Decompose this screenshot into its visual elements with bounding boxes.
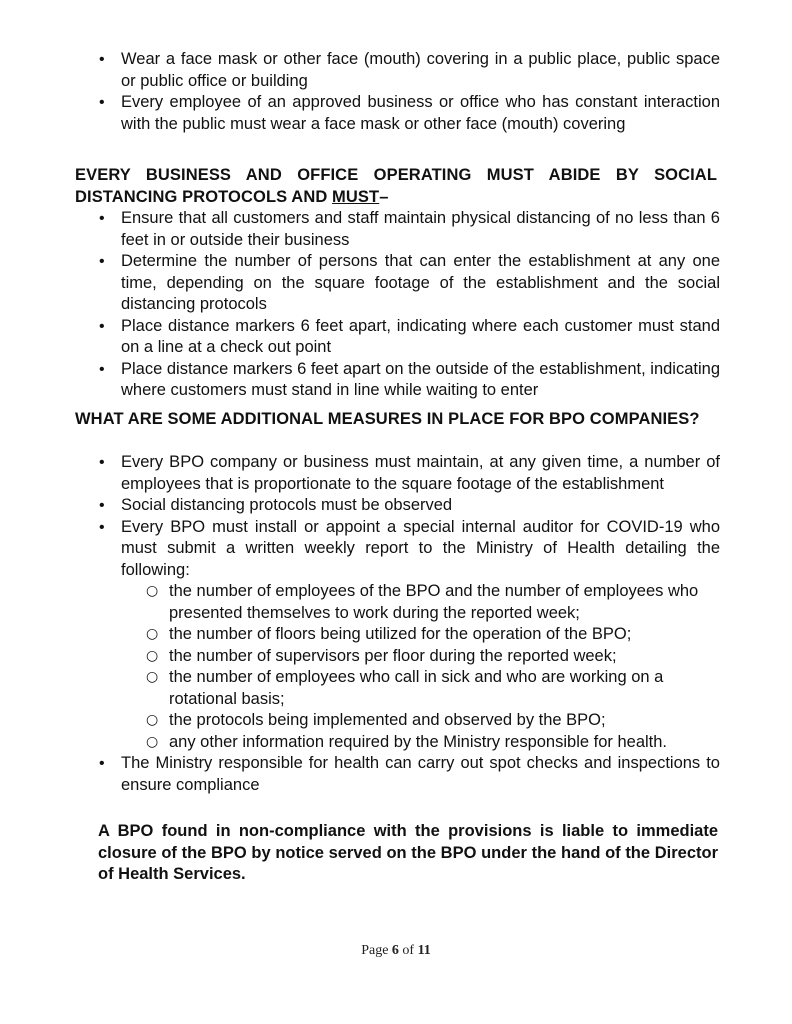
sub-list-item: ○ the protocols being implemented and observed by the BPO; bbox=[121, 710, 720, 732]
bullet-icon: • bbox=[99, 755, 105, 772]
circle-bullet-icon: ○ bbox=[146, 583, 159, 599]
bullet-icon: • bbox=[99, 454, 105, 471]
bullet-icon: • bbox=[99, 497, 105, 514]
list-item: • The Ministry responsible for health can carry out spot checks and inspections to ensure compliance bbox=[99, 754, 720, 794]
sub-list-item: ○ the number of supervisors per floor during the reported week; bbox=[121, 646, 720, 668]
bullet-icon: • bbox=[99, 210, 105, 227]
list-item: • Place distance markers 6 feet apart, indicating where each customer must stand on a line at a check out point bbox=[99, 316, 720, 356]
mask-requirements-list bbox=[75, 49, 720, 135]
bullet-icon: • bbox=[99, 317, 105, 335]
current-page-number: 6 bbox=[391, 943, 399, 958]
non-compliance-notice: A BPO found in non-compliance with the provisions is liable to immediate closure of the BPO by notice served on the BPO under the hand of the Director of Health Services. bbox=[98, 822, 718, 883]
social-distancing-list bbox=[75, 208, 720, 402]
circle-bullet-icon: ○ bbox=[146, 626, 159, 642]
sub-list-item: ○ any other information required by the Ministry responsible for health. bbox=[121, 732, 720, 754]
list-item: • Ensure that all customers and staff maintain physical distancing of no less than 6 feet in or outside their business bbox=[99, 209, 720, 249]
total-pages: 11 bbox=[417, 943, 431, 958]
sub-list-item: ○ the number of floors being utilized for the operation of the BPO; bbox=[121, 624, 720, 646]
circle-bullet-icon: ○ bbox=[146, 669, 159, 685]
bpo-measures-list bbox=[75, 452, 720, 796]
circle-bullet-icon: ○ bbox=[146, 712, 159, 728]
circle-bullet-icon: ○ bbox=[146, 733, 159, 750]
auditor-report-sublist bbox=[121, 581, 720, 753]
bullet-icon: • bbox=[99, 360, 105, 378]
sub-list-item: ○ the number of employees of the BPO and the number of employees who presented themselves to work during the reported week; bbox=[146, 582, 699, 622]
list-item: • Place distance markers 6 feet apart on the outside of the establishment, indicating where customers must stand in line while waiting to enter bbox=[99, 359, 720, 399]
sub-list-item: ○ the number of employees who call in sick and who are working on a rotational basis; bbox=[146, 668, 664, 708]
list-item: • Every BPO company or business must maintain, at any given time, a number of employees that is proportionate to the square footage of the establishment bbox=[99, 453, 720, 493]
list-item: • Every BPO must install or appoint a special internal auditor for COVID-19 who must submit a written weekly report to the Ministry of Health detailing the following: ○ the number of employees of the BPO and the number of employees who presented themselves to work during the reported week; ○ the number of floors being utilized for the operation of the BPO; ○ the number of supervisors per floor during the reported week; ○ the number of employees who call in sick and who are working on a rotational basis; ○ the protocols being implemented and observed by the BPO; ○ any other information required by the Ministry responsible for health. bbox=[75, 517, 720, 754]
list-item: • Every employee of an approved business or office who has constant interaction with the public must wear a face mask or other face (mouth) covering bbox=[99, 93, 720, 133]
page-footer: Page 6 of 11 bbox=[361, 943, 431, 958]
bullet-icon: • bbox=[99, 518, 105, 536]
bullet-icon: • bbox=[99, 253, 105, 270]
social-distancing-heading: EVERY BUSINESS AND OFFICE OPERATING MUST ABIDE BY SOCIAL DISTANCING PROTOCOLS AND MUST– bbox=[75, 166, 717, 206]
circle-bullet-icon: ○ bbox=[146, 647, 159, 664]
list-item: • Social distancing protocols must be observed bbox=[75, 495, 720, 517]
list-item: • Determine the number of persons that can enter the establishment at any one time, depending on the square footage of the establishment and the social distancing protocols bbox=[99, 252, 720, 313]
bullet-icon: • bbox=[99, 94, 105, 111]
bpo-measures-heading: WHAT ARE SOME ADDITIONAL MEASURES IN PLACE FOR BPO COMPANIES? bbox=[75, 410, 700, 428]
bullet-icon: • bbox=[99, 51, 105, 68]
list-item: • Wear a face mask or other face (mouth) covering in a public place, public space or public office or building bbox=[99, 50, 720, 90]
